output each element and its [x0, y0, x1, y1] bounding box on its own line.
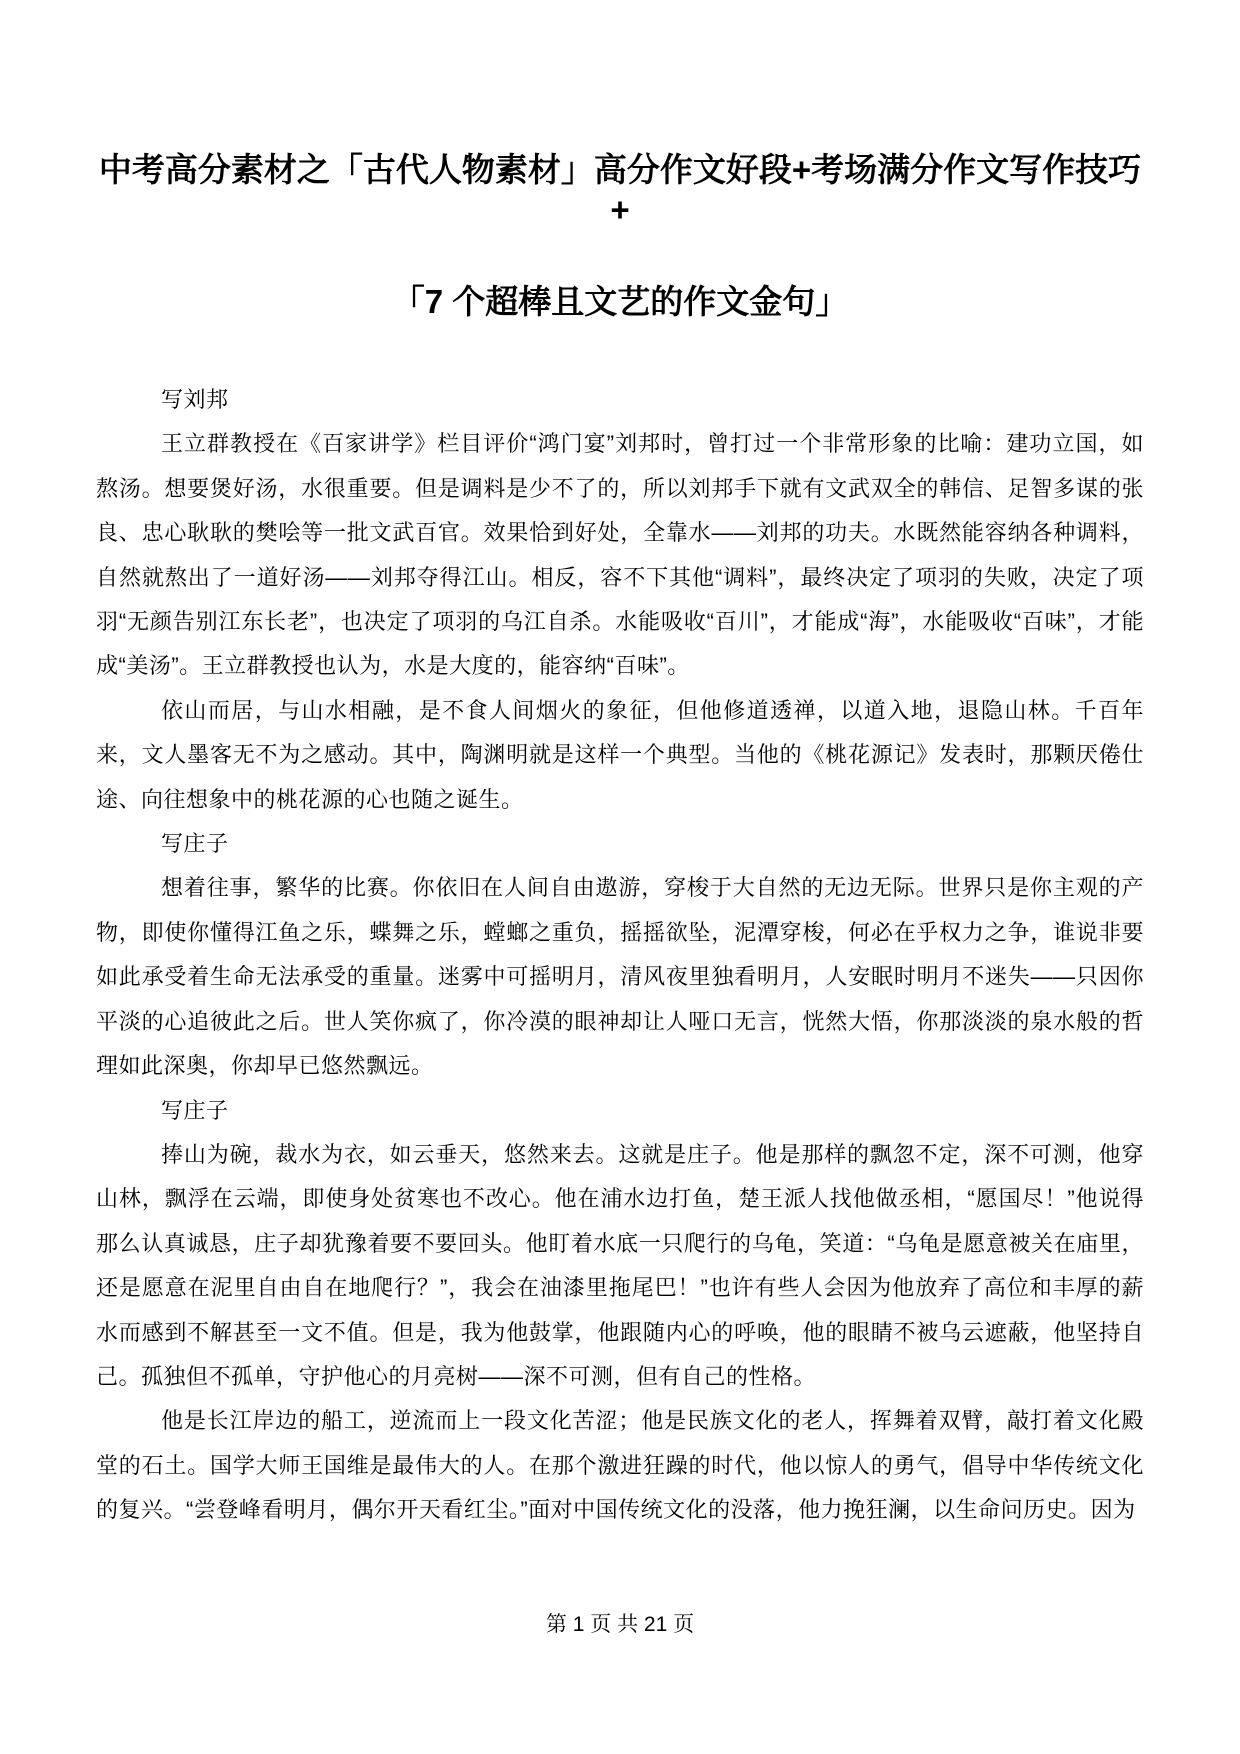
body-paragraph-liubang: 王立群教授在《百家讲学》栏目评价“鸿门宴”刘邦时，曾打过一个非常形象的比喻：建功立国，如熬汤。想要煲好汤，水很重要。但是调料是少不了的，所以刘邦手下就有文武双全的韩信、足智多谋的张良、忠心耿耿的樊哙等一批文武百官。效果恰到好处，全靠水——刘邦的功夫。水既然能容纳各种调料，自然就熬出了一道好汤——刘邦夺得江山。相反，容不下其他“调料”，最终决定了项羽的失败，决定了项羽“无颜告别江东长老”，也决定了项羽的乌江自杀。水能吸收“百川”，才能成“海”，水能吸收“百味”，才能成“美汤”。王立群教授也认为，水是大度的，能容纳“百味”。 — [96, 431, 1144, 679]
body-paragraph-zhuangzi-2: 捧山为碗，裁水为衣，如云垂天，悠然来去。这就是庄子。他是那样的飘忽不定，深不可测，他穿山林，飘浮在云端，即使身处贫寒也不改心。他在浦水边打鱼，楚王派人找他做丞相，“愿国尽！”他说得那么认真诚恳，庄子却犹豫着要不要回头。他盯着水底一只爬行的乌龟，笑道：“乌龟是愿意被关在庙里，还是愿意在泥里自由自在地爬行？”，我会在油漆里拖尾巴！”也许有些人会因为他放弃了高位和丰厚的薪水而感到不解甚至一文不值。但是，我为他鼓掌，他跟随内心的呼唤，他的眼睛不被乌云遮蔽，他坚持自己。孤独但不孤单，守护他心的月亮树——深不可测，但有自己的性格。 — [96, 1141, 1144, 1389]
body-paragraph-zhuangzi-1: 想着往事，繁华的比赛。你依旧在人间自由遨游，穿梭于大自然的无边无际。世界只是你主观的产物，即使你懂得江鱼之乐，蝶舞之乐，螳螂之重负，摇摇欲坠，泥潭穿梭，何必在乎权力之争，谁说非要如此承受着生命无法承受的重量。迷雾中可摇明月，清风夜里独看明月，人安眠时明月不迷失——只因你平淡的心追彼此之后。世人笑你疯了，你冷漠的眼神却让人哑口无言，恍然大悟，你那淡淡的泉水般的哲理如此深奥，你却早已悠然飘远。 — [96, 875, 1144, 1079]
page-footer — [0, 1608, 1240, 1638]
body-paragraph-wangguowei: 他是长江岸边的船工，逆流而上一段文化苦涩；他是民族文化的老人，挥舞着双臂，敲打着文化殿堂的石土。国学大师王国维是最伟大的人。在那个激进狂躁的时代，他以惊人的勇气，倡导中华传统文化的复兴。“尝登峰看明月，偶尔开天看红尘。”面对中国传统文化的没落，他力挽狂澜，以生命问历史。因为 — [96, 1408, 1144, 1523]
document-title-line-2: 「7 个超棒且文艺的作文金句」 — [391, 283, 849, 320]
body-paragraph-taoyuanming: 依山而居，与山水相融，是不食人间烟火的象征，但他修道透禅，以道入地，退隐山林。千百年来，文人墨客无不为之感动。其中，陶渊明就是这样一个典型。当他的《桃花源记》发表时，那颗厌倦仕途、向往想象中的桃花源的心也随之诞生。 — [96, 697, 1144, 812]
document-title — [96, 150, 1144, 322]
subject-label-zhuangzi-2: 写庄子 — [161, 1097, 229, 1123]
document-title-line-1: 中考高分素材之「古代人物素材」高分作文好段+考场满分作文写作技巧+ — [98, 151, 1142, 228]
subject-label-liubang: 写刘邦 — [161, 387, 229, 412]
document-body — [96, 378, 1144, 1533]
page-number-indicator: 第 1 页 共 21 页 — [545, 1613, 695, 1636]
subject-label-zhuangzi-1: 写庄子 — [161, 831, 229, 857]
document-content — [96, 150, 1144, 1533]
